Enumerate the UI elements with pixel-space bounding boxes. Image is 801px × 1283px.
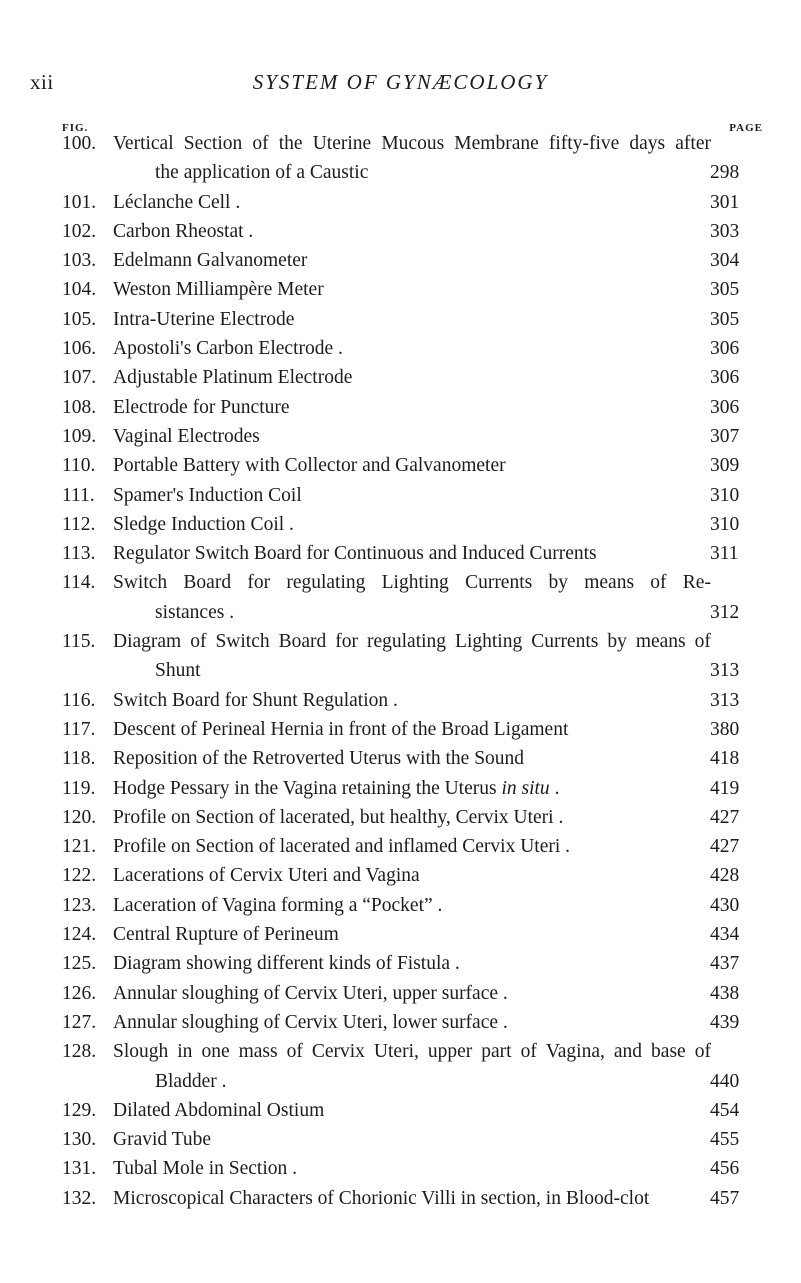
page-reference: 309: [710, 455, 740, 477]
figure-number: 115.: [62, 631, 96, 653]
figure-entry-line: [0, 1154, 801, 1183]
figure-number: 111.: [62, 484, 95, 506]
figure-entry-line: [0, 158, 801, 187]
figure-title: Electrode for Puncture: [113, 396, 290, 418]
figure-entry-line: [0, 715, 801, 744]
figure-number: 107.: [62, 367, 97, 389]
figure-entry-line: [0, 627, 801, 656]
running-head: SYSTEM OF GYNÆCOLOGY: [252, 70, 549, 94]
figure-number: 106.: [62, 338, 97, 360]
figure-entry-line: [0, 1184, 801, 1213]
figure-number: 108.: [62, 396, 97, 418]
page-reference: 307: [710, 425, 740, 447]
figure-number: 131.: [62, 1158, 97, 1180]
figure-title: Reposition of the Retroverted Uterus with the Sound: [113, 748, 525, 770]
figure-number: 120.: [62, 806, 97, 828]
figure-title: Tubal Mole in Section .: [113, 1158, 297, 1180]
page-reference: 304: [710, 250, 740, 272]
figure-number: 121.: [62, 836, 97, 858]
figure-entry-line: [0, 568, 801, 597]
figure-title: Annular sloughing of Cervix Uteri, lower surface .: [113, 1011, 508, 1033]
page-reference: 440: [710, 1070, 740, 1092]
page-reference: 419: [710, 777, 740, 799]
figure-title: Annular sloughing of Cervix Uteri, upper surface .: [113, 982, 508, 1004]
figure-number: 110.: [62, 455, 96, 477]
page-reference: 455: [710, 1129, 740, 1151]
figure-title: Profile on Section of lacerated, but healthy, Cervix Uteri .: [113, 806, 564, 828]
figure-entry-line: [0, 1125, 801, 1154]
figure-title: Diagram of Switch Board for regulating Lighting Currents by means of: [113, 631, 711, 653]
page-reference: 311: [710, 543, 739, 565]
page-reference: 312: [710, 601, 740, 623]
figure-entry-line: [0, 744, 801, 773]
column-header-page: PAGE: [729, 122, 763, 134]
figure-number: 124.: [62, 924, 97, 946]
figure-entry-line: [0, 451, 801, 480]
figure-number: 126.: [62, 982, 97, 1004]
figure-entry-line: [0, 803, 801, 832]
figure-title: the application of a Caustic: [155, 162, 369, 184]
figure-number: 113.: [62, 543, 96, 565]
figure-entry-line: [0, 1067, 801, 1096]
figure-entry-line: [0, 891, 801, 920]
page-reference: 310: [710, 513, 740, 535]
figure-entry-line: [0, 217, 801, 246]
figure-entry-line: [0, 129, 801, 158]
page-reference: 418: [710, 748, 740, 770]
page-reference: 303: [710, 220, 740, 242]
figure-entry-line: [0, 188, 801, 217]
page-reference: 427: [710, 836, 740, 858]
page-reference: 298: [710, 162, 740, 184]
figure-entry-line: [0, 1096, 801, 1125]
figure-entry-line: [0, 979, 801, 1008]
figure-title: Léclanche Cell .: [113, 191, 241, 213]
figure-number: 109.: [62, 425, 97, 447]
column-header-fig: FIG.: [62, 122, 89, 134]
figure-title: Lacerations of Cervix Uteri and Vagina: [113, 865, 420, 887]
page-reference: 313: [710, 689, 740, 711]
figure-entry-line: [0, 305, 801, 334]
figure-title: Edelmann Galvanometer: [113, 250, 308, 272]
figure-entry-line: [0, 598, 801, 627]
figure-number: 102.: [62, 220, 97, 242]
figure-number: 103.: [62, 250, 97, 272]
figure-title: Bladder .: [155, 1070, 227, 1092]
figure-number: 117.: [62, 718, 96, 740]
page-reference: 430: [710, 894, 740, 916]
page-number: xii: [30, 70, 54, 94]
figure-title: Switch Board for regulating Lighting Currents by means of Re-: [113, 572, 711, 594]
page-reference: 313: [710, 660, 740, 682]
figure-title: Regulator Switch Board for Continuous and Induced Currents: [113, 543, 597, 565]
figure-entry-line: [0, 949, 801, 978]
page-reference: 306: [710, 396, 740, 418]
figure-number: 130.: [62, 1129, 97, 1151]
figure-title: Shunt: [155, 660, 201, 682]
figure-entry-line: [0, 275, 801, 304]
figure-entry-line: [0, 246, 801, 275]
page-reference: 305: [710, 308, 740, 330]
figure-number: 101.: [62, 191, 97, 213]
figure-entry-line: [0, 774, 801, 803]
figure-number: 118.: [62, 748, 96, 770]
figure-title: Portable Battery with Collector and Galvanometer: [113, 455, 506, 477]
figure-title: Carbon Rheostat .: [113, 220, 254, 242]
page-reference: 437: [710, 953, 740, 975]
figure-title: Diagram showing different kinds of Fistula .: [113, 953, 460, 975]
figure-entry-line: [0, 422, 801, 451]
figure-number: 105.: [62, 308, 97, 330]
figure-title: Laceration of Vagina forming a “Pocket” .: [113, 894, 443, 916]
figure-title: Descent of Perineal Hernia in front of the Broad Ligament: [113, 718, 569, 740]
figure-entry-line: [0, 832, 801, 861]
figure-title: Vertical Section of the Uterine Mucous Membrane fifty-five days after: [113, 133, 711, 154]
figure-number: 125.: [62, 953, 97, 975]
page-reference: 427: [710, 806, 740, 828]
figure-entry-line: [0, 363, 801, 392]
figure-title: Spamer's Induction Coil: [113, 484, 302, 506]
figure-entry-line: [0, 920, 801, 949]
figure-number: 116.: [62, 689, 96, 711]
page-reference: 380: [710, 718, 740, 740]
figure-number: 100.: [62, 133, 97, 154]
page-reference: 439: [710, 1011, 740, 1033]
figure-title: Weston Milliampère Meter: [113, 279, 324, 301]
page-reference: 454: [710, 1099, 740, 1121]
page-reference: 310: [710, 484, 740, 506]
figure-number: 128.: [62, 1041, 97, 1063]
figure-number: 127.: [62, 1011, 97, 1033]
figure-title: Vaginal Electrodes: [113, 425, 260, 447]
figure-entry-line: [0, 481, 801, 510]
figure-number: 114.: [62, 572, 96, 594]
figure-entry-line: [0, 1008, 801, 1037]
page-reference: 428: [710, 865, 740, 887]
figure-number: 122.: [62, 865, 97, 887]
figure-entry-line: [0, 1037, 801, 1066]
page-reference: 305: [710, 279, 740, 301]
page-reference: 457: [710, 1187, 740, 1209]
figure-number: 112.: [62, 513, 96, 535]
page-reference: 434: [710, 924, 740, 946]
figure-title: Dilated Abdominal Ostium: [113, 1099, 325, 1121]
figure-title: Gravid Tube: [113, 1129, 212, 1151]
figure-number: 132.: [62, 1187, 97, 1209]
page-reference: 306: [710, 367, 740, 389]
figure-title: Apostoli's Carbon Electrode .: [113, 338, 343, 360]
figure-entry-line: [0, 334, 801, 363]
figure-title: Slough in one mass of Cervix Uteri, upper part of Vagina, and base of: [113, 1041, 711, 1063]
figure-title: Intra-Uterine Electrode: [113, 308, 295, 330]
page-reference: 456: [710, 1158, 740, 1180]
figure-number: 129.: [62, 1099, 97, 1121]
page-reference: 301: [710, 191, 740, 213]
figure-number: 123.: [62, 894, 97, 916]
figure-title: Profile on Section of lacerated and inflamed Cervix Uteri .: [113, 836, 571, 858]
figure-title: Central Rupture of Perineum: [113, 924, 339, 946]
figure-number: 119.: [62, 777, 96, 799]
figure-list: [0, 129, 801, 1213]
figure-title: Switch Board for Shunt Regulation .: [113, 689, 398, 711]
figure-title: sistances .: [155, 601, 235, 623]
page-reference: 306: [710, 338, 740, 360]
figure-title: Sledge Induction Coil .: [113, 513, 294, 535]
page-reference: 438: [710, 982, 740, 1004]
figure-title: Adjustable Platinum Electrode: [113, 367, 353, 389]
figure-entry-line: [0, 861, 801, 890]
figure-title: Hodge Pessary in the Vagina retaining the Uterus in situ .: [113, 777, 560, 799]
figure-entry-line: [0, 686, 801, 715]
figure-entry-line: [0, 539, 801, 568]
figure-entry-line: [0, 510, 801, 539]
figure-entry-line: [0, 656, 801, 685]
figure-entry-line: [0, 393, 801, 422]
figure-title: Microscopical Characters of Chorionic Villi in section, in Blood-clot: [113, 1187, 650, 1209]
figure-number: 104.: [62, 279, 97, 301]
